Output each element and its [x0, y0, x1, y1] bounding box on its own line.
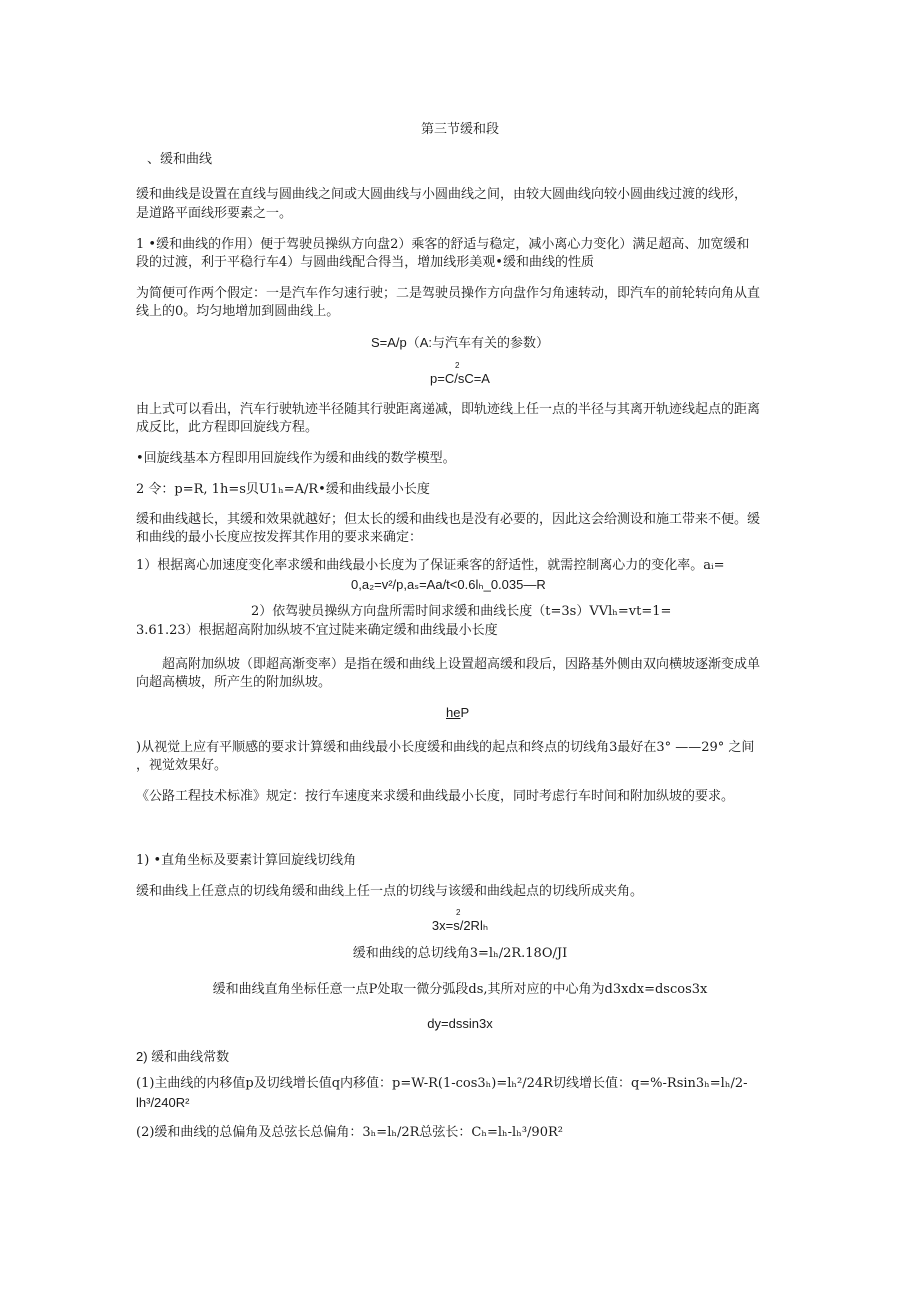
- rule2-line-1: 2）依驾驶员操纵方向盘所需时间求缓和曲线长度（t=3s）VVlₕ=vt=1=: [251, 604, 672, 619]
- formula-hep-rest: P: [460, 705, 470, 720]
- min-length-desc-2: 和曲线的最小长度应按发挥其作用的要求来确定：: [136, 530, 423, 545]
- standard-rule: 《公路工程技术标准》规定：按行车速度来求缓和曲线最小长度，同时考虑行车时间和附加纵坡的要求。: [136, 789, 735, 804]
- tangent-definition: 缓和曲线上任意点的切线角缓和曲线上任一点的切线与该缓和曲线起点的切线所成夹角。: [136, 884, 644, 899]
- section-heading: 、缓和曲线: [147, 152, 213, 167]
- purpose-line-1: 1 •缓和曲线的作用）便于驾驶员操纵方向盘2）乘客的舒适与稳定，减小离心力变化）满足超高、加宽缓和: [136, 237, 750, 252]
- rule1-line-2: 0,a₂=v²/p,aₛ=Aa/t<0.6lₕ_0.035—R: [351, 577, 546, 592]
- superelevation-line-1: 超高附加纵坡（即超高渐变率）是指在缓和曲线上设置超高缓和段后，因路基外侧由双向横坡逐渐变成单: [162, 657, 761, 672]
- conclusion-line-2: 成反比，此方程即回旋线方程。: [136, 420, 319, 435]
- formula-dy: dy=dssin3x: [427, 1016, 493, 1031]
- formula-tangent-angle: 3x=s/2Rlₕ: [431, 918, 489, 933]
- clothoid-note: •回旋线基本方程即用回旋线作为缓和曲线的数学模型。: [136, 451, 456, 466]
- constants-title: 2) 缓和曲线常数: [136, 1049, 230, 1064]
- conclusion-line-1: 由上式可以看出，汽车行驶轨迹半径随其行驶距离递减，即轨迹线上任一点的半径与其离开轨迹线起点的距离: [136, 402, 761, 417]
- formula-p-c-s: p=C/sC=A: [430, 371, 490, 386]
- visual-line-1: )从视觉上应有平顺感的要求计算缓和曲线最小长度缓和曲线的起点和终点的切线角3最好在3° ——29° 之间: [136, 740, 755, 755]
- formula-superscript: 2: [455, 361, 460, 370]
- constant-2: (2)缓和曲线的总偏角及总弦长总偏角：3ₕ=lₕ/2R总弦长：Cₕ=lₕ-lₕ³/90R²: [136, 1125, 563, 1140]
- rule1-line-1: 1）根据离心加速度变化率求缓和曲线最小长度为了保证乘客的舒适性，就需控制离心力的变化率。aᵢ=: [136, 558, 725, 573]
- formula-superscript-2: 2: [456, 908, 461, 917]
- assumption-line-2: 线上的0。均匀地增加到圆曲线上。: [136, 304, 340, 319]
- formula-s-a-p: S=A/p（A:与汽车有关的参数）: [370, 335, 550, 350]
- formula-total-tangent-angle: 缓和曲线的总切线角3=lₕ/2R.18O/JI: [352, 946, 568, 961]
- min-length-desc-1: 缓和曲线越长，其缓和效果就越好；但太长的缓和曲线也是没有必要的，因此这会给测设和施工带来不便。缓: [136, 512, 761, 527]
- formula-hep-underlined: he: [446, 705, 461, 720]
- coord-title: 1) •直角坐标及要素计算回旋线切线角: [136, 853, 357, 868]
- superelevation-line-2: 向超高横坡，所产生的附加纵坡。: [136, 675, 332, 690]
- min-length-title: 2 令：p=R, 1h=s贝U1ₕ=A/R•缓和曲线最小长度: [136, 482, 430, 497]
- assumption-line-1: 为简便可作两个假定：一是汽车作匀速行驶；二是驾驶员操作方向盘作匀角速转动，即汽车的前轮转向角从直: [136, 286, 761, 301]
- intro-line-2: 是道路平面线形要素之一。: [136, 206, 293, 221]
- formula-hep: [446, 704, 469, 722]
- purpose-line-2: 段的过渡，利于平稳行车4）与圆曲线配合得当，增加线形美观•缓和曲线的性质: [136, 255, 594, 270]
- visual-line-2: ，视觉效果好。: [136, 758, 228, 773]
- rule2-line-2: 3.61.23）根据超高附加纵坡不宜过陡来确定缓和曲线最小长度: [136, 623, 498, 638]
- intro-line-1: 缓和曲线是设置在直线与圆曲线之间或大圆曲线与小圆曲线之间，由较大圆曲线向较小圆曲线过渡的线形，: [136, 187, 748, 202]
- page-title: 第三节缓和段: [420, 122, 499, 137]
- constant-1-line-2: lh³/240R²: [136, 1095, 190, 1110]
- formula-coordinates: 缓和曲线直角坐标任意一点P处取一微分弧段ds,其所对应的中心角为d3xdx=dscos3x: [212, 982, 708, 997]
- constant-1-line-1: (1)主曲线的内移值p及切线增长值q内移值：p=W-R(1-cos3ₕ)=lₕ²/24R切线增长值：q=%-Rsin3ₕ=lₕ/2-: [136, 1076, 748, 1091]
